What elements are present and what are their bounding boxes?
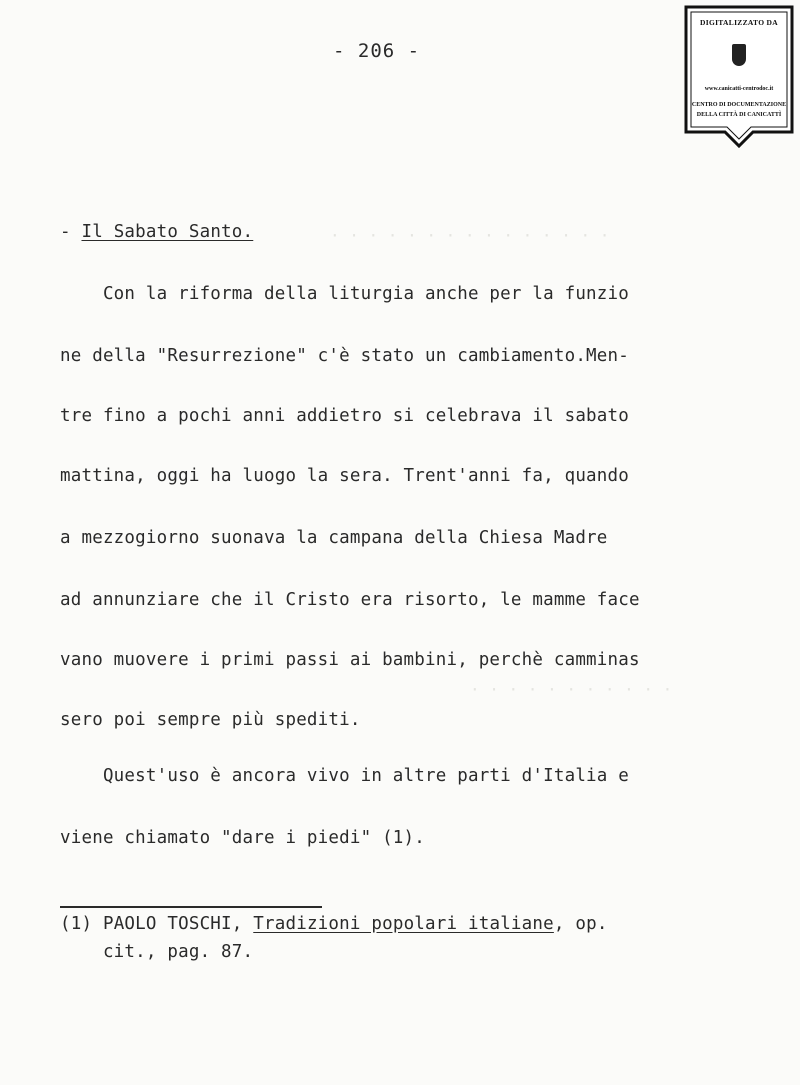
stamp-org-line-1: CENTRO DI DOCUMENTAZIONE — [691, 102, 787, 108]
stamp-url: www.canicatti-centrodoc.it — [704, 86, 774, 92]
stamp-title: DIGITALIZZATO DA — [700, 18, 778, 27]
heading-prefix: - — [60, 222, 82, 242]
footnote-rest: , op. — [553, 914, 608, 934]
body-line: sero poi sempre più spediti. — [60, 710, 361, 730]
stamp-org-line-2: DELLA CITTÀ DI CANICATTÌ — [696, 112, 782, 118]
stamp-org — [683, 100, 795, 120]
section-heading — [60, 222, 253, 242]
body-line: viene chiamato "dare i piedi" (1). — [60, 828, 426, 848]
body-line: ne della "Resurrezione" c'è stato un cambiamento.Men- — [60, 346, 630, 366]
heading-title: Il Sabato Santo. — [81, 222, 254, 242]
body-line: Quest'uso è ancora vivo in altre parti d'Italia e — [60, 766, 630, 786]
footnote-line-1 — [60, 914, 608, 934]
city-crest-icon — [732, 44, 746, 66]
body-line: ad annunziare che il Cristo era risorto, le mamme face — [60, 590, 640, 610]
body-line: tre fino a pochi anni addietro si celebrava il sabato — [60, 406, 630, 426]
footnote-title: Tradizioni popolari italiane — [253, 914, 554, 934]
bleed-through-text: · · · · · · · · · · · · · · · — [330, 226, 610, 245]
page-number: - 206 - — [333, 40, 421, 62]
footnote-author: PAOLO TOSCHI, — [102, 914, 254, 934]
body-line: mattina, oggi ha luogo la sera. Trent'anni fa, quando — [60, 466, 630, 486]
footnote-separator — [60, 906, 322, 908]
body-line: a mezzogiorno suonava la campana della Chiesa Madre — [60, 528, 608, 548]
footnote-marker: (1) — [60, 914, 103, 934]
bleed-through-text: · · · · · · · · · · · — [470, 680, 673, 699]
body-line: Con la riforma della liturgia anche per la funzio — [60, 284, 630, 304]
footnote-line-2: cit., pag. 87. — [60, 942, 254, 962]
body-line: vano muovere i primi passi ai bambini, perchè camminas — [60, 650, 640, 670]
digitization-stamp — [683, 4, 795, 148]
